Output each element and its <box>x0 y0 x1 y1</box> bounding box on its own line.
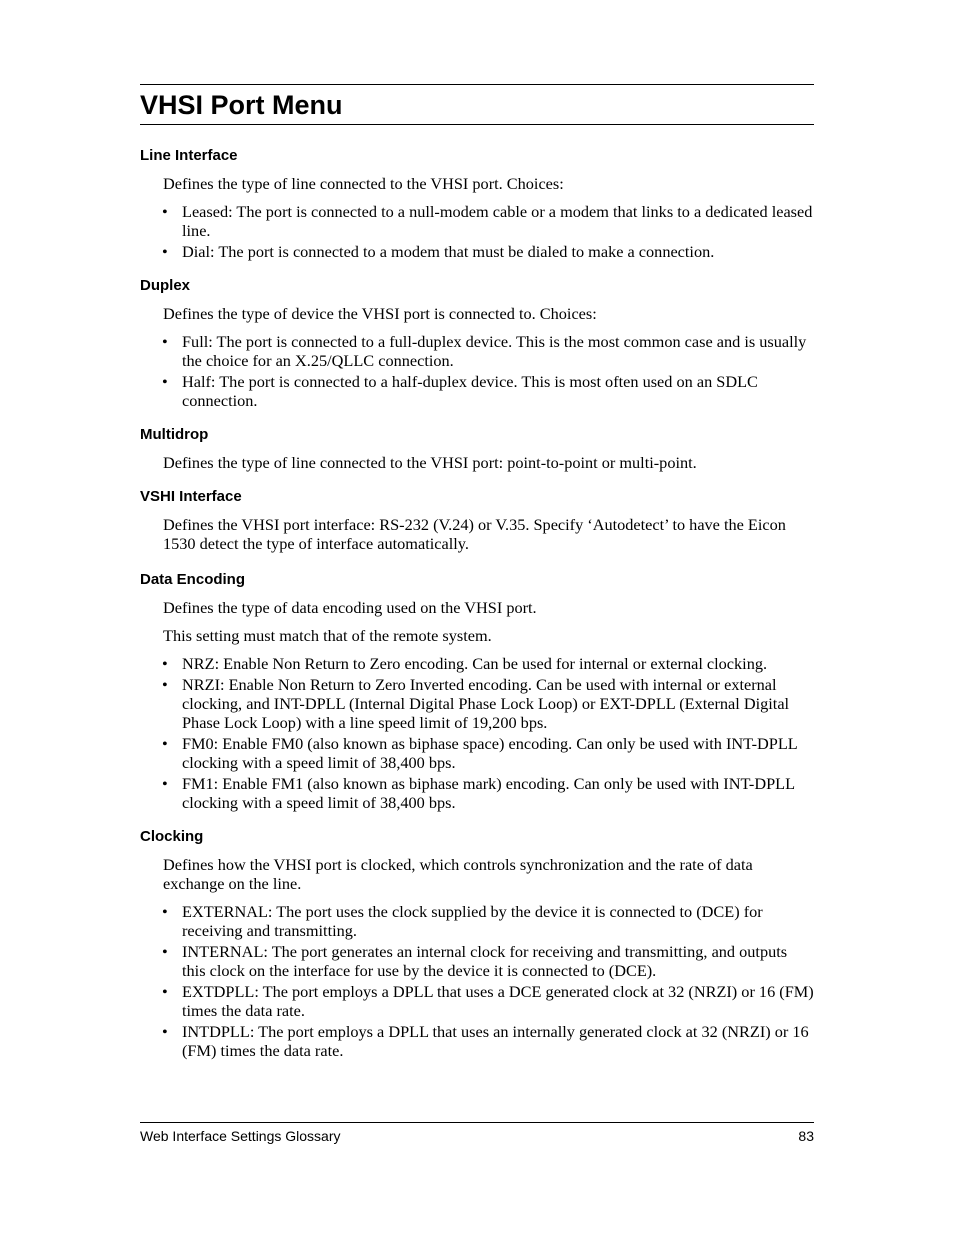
list-item: • Leased: The port is connected to a null-modem cable or a modem that links to a dedicated leased line. <box>162 202 813 240</box>
page-footer <box>140 1122 814 1145</box>
title-rule-bottom <box>140 124 814 125</box>
vshi-interface-intro: Defines the VHSI port interface: RS-232 (V.24) or V.35. Specify ‘Autodetect’ to have the Eicon 1530 detect the type of interface automatically. <box>163 515 786 553</box>
duplex-list <box>140 332 814 410</box>
duplex-intro: Defines the type of device the VHSI port is connected to. Choices: <box>163 304 597 323</box>
section-heading-vshi-interface: VSHI Interface <box>140 488 242 505</box>
section-heading-data-encoding: Data Encoding <box>140 571 246 588</box>
list-item: • Half: The port is connected to a half-duplex device. This is most often used on an SDLC connection. <box>162 372 758 410</box>
list-item: • FM0: Enable FM0 (also known as biphase space) encoding. Can only be used with INT-DPLL clocking with a speed limit of 38,400 bps. <box>162 734 798 772</box>
multidrop-intro: Defines the type of line connected to the VHSI port: point-to-point or multi-point. <box>163 453 697 472</box>
list-item: • EXTDPLL: The port employs a DPLL that uses a DCE generated clock at 32 (NRZI) or 16 (FM) times the data rate. <box>162 982 814 1020</box>
list-item: • NRZ: Enable Non Return to Zero encoding. Can be used for internal or external clocking. <box>162 654 768 673</box>
page-number: 83 <box>798 1128 814 1144</box>
page-title: VHSI Port Menu <box>140 90 343 120</box>
list-item: • INTERNAL: The port generates an internal clock for receiving and transmitting, and outputs this clock on the interface for use by the device it is connected to (DCE). <box>162 942 788 980</box>
line-interface-intro: Defines the type of line connected to the VHSI port. Choices: <box>163 174 564 193</box>
data-encoding-intro-2: This setting must match that of the remote system. <box>163 626 492 645</box>
page-content <box>140 84 814 1062</box>
footer-title: Web Interface Settings Glossary <box>140 1128 341 1144</box>
list-item: • EXTERNAL: The port uses the clock supplied by the device it is connected to (DCE) for receiving and transmitting. <box>162 902 763 940</box>
section-heading-line-interface: Line Interface <box>140 147 238 164</box>
clocking-intro: Defines how the VHSI port is clocked, which controls synchronization and the rate of data exchange on the line. <box>163 855 753 893</box>
list-item: • Full: The port is connected to a full-duplex device. This is the most common case and is usually the choice for an X.25/QLLC connection. <box>162 332 807 370</box>
clocking-list <box>140 902 814 1060</box>
section-heading-duplex: Duplex <box>140 277 191 294</box>
section-heading-clocking: Clocking <box>140 828 204 845</box>
list-item: • Dial: The port is connected to a modem that must be dialed to make a connection. <box>162 242 715 261</box>
section-heading-multidrop: Multidrop <box>140 426 209 443</box>
line-interface-list <box>140 202 814 261</box>
list-item: • FM1: Enable FM1 (also known as biphase mark) encoding. Can only be used with INT-DPLL clocking with a speed limit of 38,400 bps. <box>162 774 795 812</box>
data-encoding-intro: Defines the type of data encoding used on the VHSI port. <box>163 598 537 617</box>
list-item: • INTDPLL: The port employs a DPLL that uses an internally generated clock at 32 (NRZI) or 16 (FM) times the data rate. <box>162 1022 809 1060</box>
data-encoding-list <box>140 654 814 812</box>
list-item: • NRZI: Enable Non Return to Zero Inverted encoding. Can be used with internal or external clocking, and INT-DPLL (Internal Digital Phase Lock Loop) or EXT-DPLL (External Digital Phase Lock Loop) with a line speed limit of 19,200 bps. <box>162 675 790 732</box>
